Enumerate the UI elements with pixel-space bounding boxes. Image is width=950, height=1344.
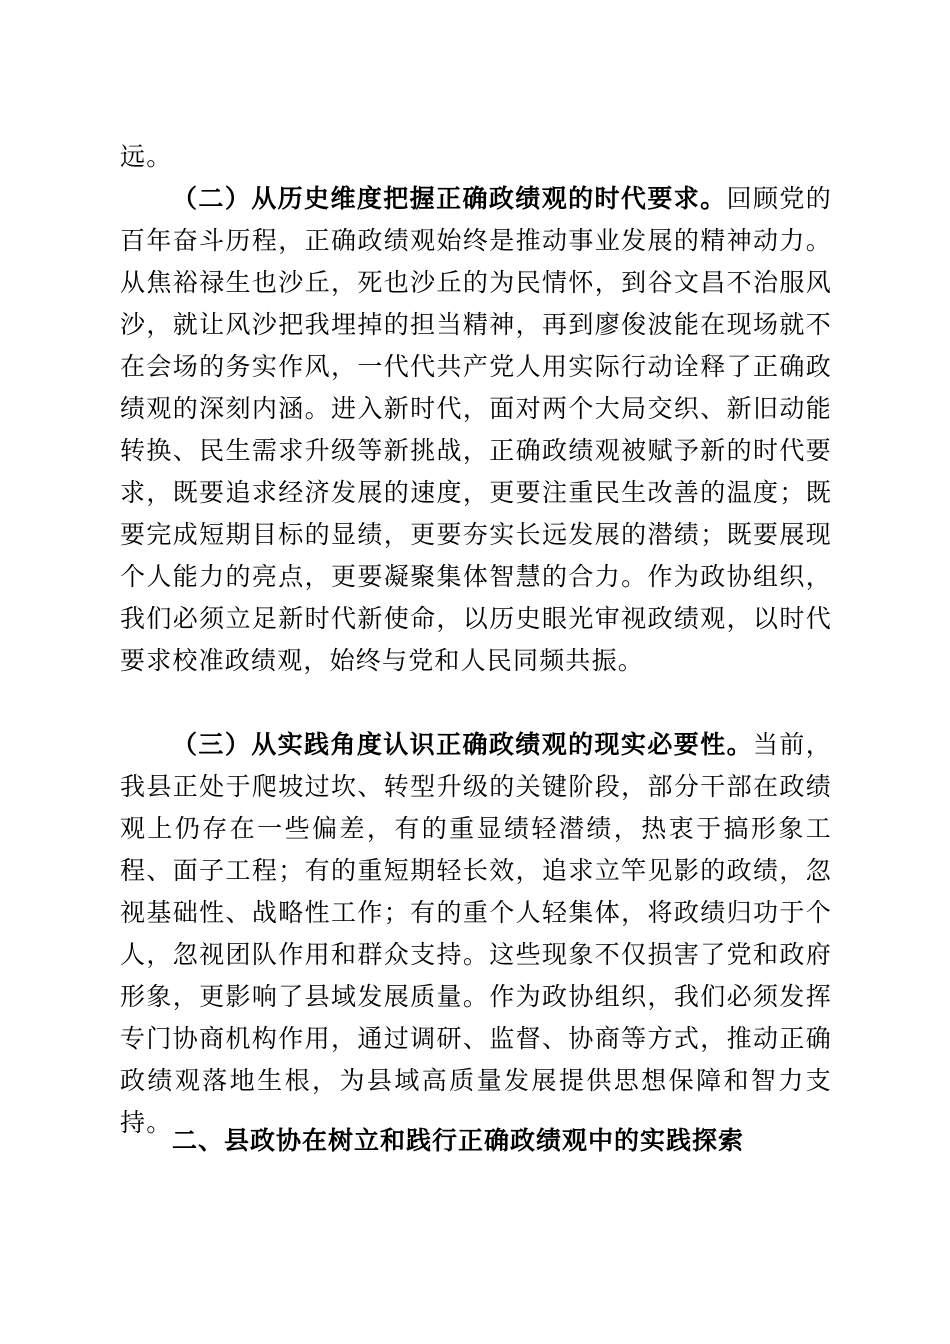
section-heading: 二、县政协在树立和践行正确政绩观中的实践探索 [172, 1126, 745, 1155]
paragraph-lead: （二）从历史维度把握正确政绩观的时代要求。 [172, 184, 727, 213]
paragraph-practical-necessity [120, 724, 832, 1144]
paragraph-historical-dimension [120, 178, 832, 682]
paragraph-continuation [120, 136, 832, 178]
paragraph-body: 当前，我县正处于爬坡过坎、转型升级的关键阶段，部分干部在政绩观上仍存在一些偏差，有的重显绩轻潜绩，热衷于搞形象工程、面子工程；有的重短期轻长效，追求立竿见影的政绩，忽视基础性、战略性工作；有的重个人轻集体，将政绩归功于个人，忽视团队作用和群众支持。这些现象不仅损害了党和政府形象，更影响了县域发展质量。作为政协组织，我们必须发挥专门协商机构作用，通过调研、监督、协商等方式，推动正确政绩观落地生根，为县域高质量发展提供思想保障和智力支持。 [120, 730, 833, 1137]
paragraph-body: 回顾党的百年奋斗历程，正确政绩观始终是推动事业发展的精神动力。从焦裕禄生也沙丘，死也沙丘的为民情怀，到谷文昌不治服风沙，就让风沙把我埋掉的担当精神，再到廖俊波能在现场就不在会场的务实作风，一代代共产党人用实际行动诠释了正确政绩观的深刻内涵。进入新时代，面对两个大局交织、新旧动能转换、民生需求升级等新挑战，正确政绩观被赋予新的时代要求，既要追求经济发展的速度，更要注重民生改善的温度；既要完成短期目标的显绩，更要夯实长远发展的潜绩；既要展现个人能力的亮点，更要凝聚集体智慧的合力。作为政协组织，我们必须立足新时代新使命，以历史眼光审视政绩观，以时代要求校准政绩观，始终与党和人民同频共振。 [120, 184, 833, 675]
paragraph-text: 远。 [120, 142, 173, 171]
paragraph-lead: （三）从实践角度认识正确政绩观的现实必要性。 [172, 730, 753, 759]
